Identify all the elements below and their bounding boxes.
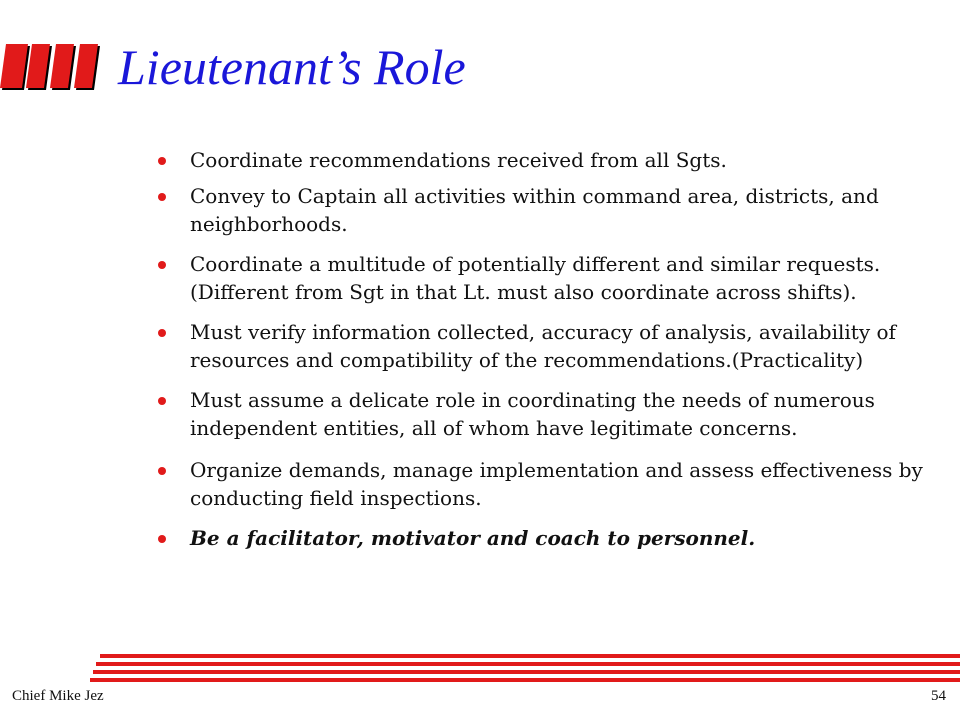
bullet-dot-icon bbox=[158, 397, 166, 405]
bullet-dot-icon bbox=[158, 467, 166, 475]
bullet-item bbox=[158, 456, 948, 512]
bullet-dot-icon bbox=[158, 329, 166, 337]
bullet-dot-icon bbox=[158, 157, 166, 165]
footer-stripes-icon bbox=[90, 652, 960, 682]
bullet-text: Must verify information collected, accuracy of analysis, availability of resources and compatibility of the recommendations.(Practicality) bbox=[190, 320, 896, 372]
red-bars-logo-icon bbox=[0, 44, 110, 92]
slide-title: Lieutenant’s Role bbox=[118, 39, 466, 95]
bullet-item bbox=[158, 386, 948, 442]
bullet-text: Convey to Captain all activities within command area, districts, and neighborhoods. bbox=[190, 184, 879, 236]
bullet-dot-icon bbox=[158, 261, 166, 269]
bullet-text: Coordinate recommendations received from all Sgts. bbox=[190, 148, 727, 172]
page-number: 54 bbox=[931, 688, 946, 704]
bullet-dot-icon bbox=[158, 193, 166, 201]
bullet-list bbox=[158, 146, 948, 552]
bullet-item bbox=[158, 146, 948, 174]
bullet-item bbox=[158, 318, 948, 374]
bullet-item bbox=[158, 250, 948, 306]
bullet-dot-icon bbox=[158, 535, 166, 543]
bullet-text: Be a facilitator, motivator and coach to personnel. bbox=[190, 526, 756, 550]
bullet-item bbox=[158, 524, 948, 552]
bullet-text: Coordinate a multitude of potentially different and similar requests.(Different from Sgt in that Lt. must also coordinate across shifts). bbox=[190, 252, 881, 304]
footer-author: Chief Mike Jez bbox=[12, 688, 104, 704]
bullet-text: Organize demands, manage implementation and assess effectiveness by conducting field inspections. bbox=[190, 458, 923, 510]
bullet-item bbox=[158, 182, 948, 238]
bullet-text: Must assume a delicate role in coordinating the needs of numerous independent entities, all of whom have legitimate concerns. bbox=[190, 388, 875, 440]
